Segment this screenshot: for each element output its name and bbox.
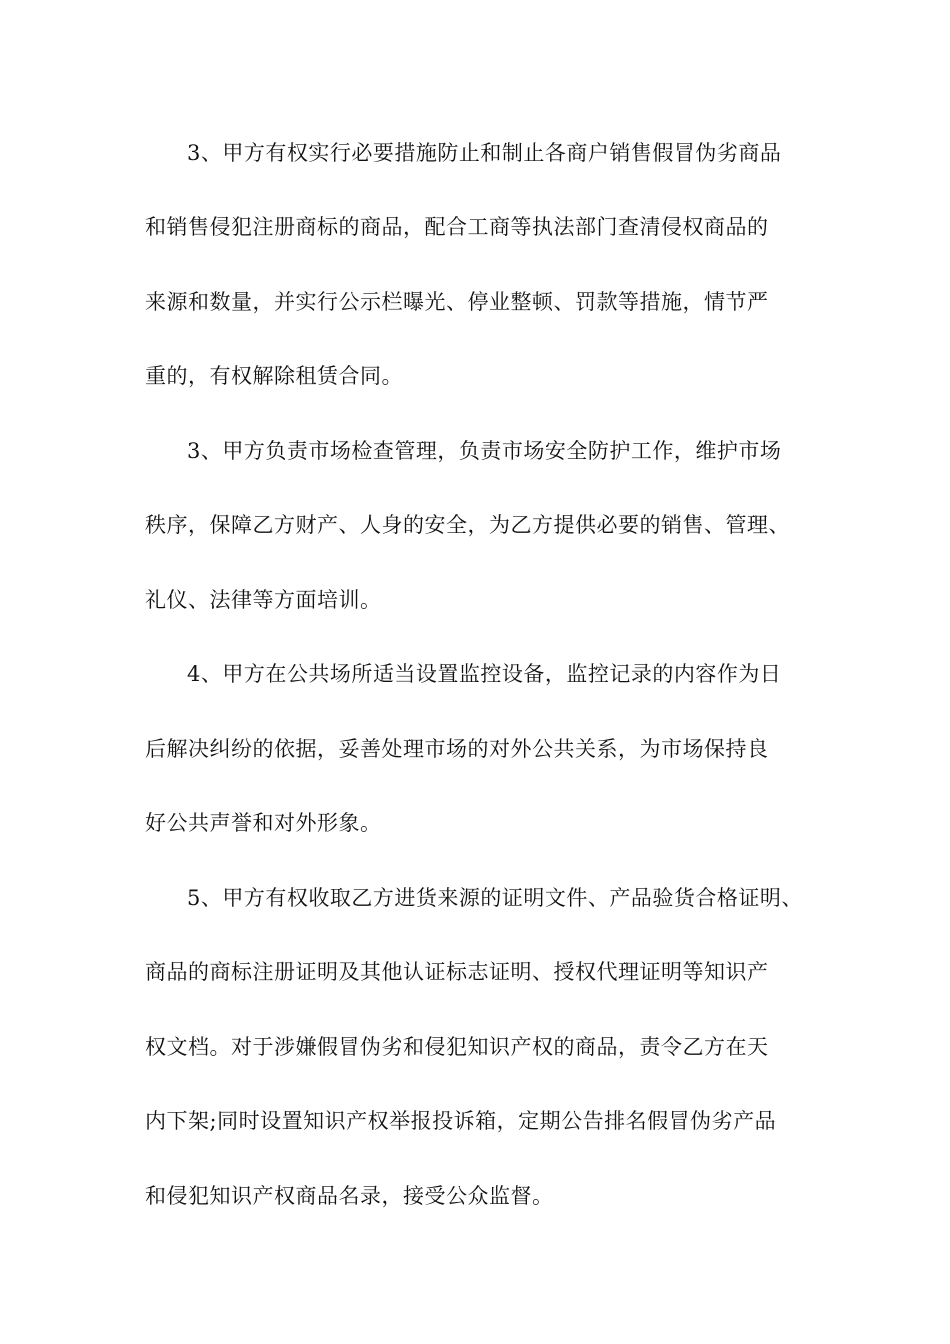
paragraph-2-line-2: 秩序，保障乙方财产、人身的安全，为乙方提供必要的销售、管理、 [145,513,790,537]
paragraph-4-line-2: 商品的商标注册证明及其他认证标志证明、授权代理证明等知识产 [145,960,769,984]
paragraph-4-line-4: 内下架;同时设置知识产权举报投诉箱，定期公告排名假冒伪劣产品 [145,1109,777,1133]
paragraph-4-line-5: 和侵犯知识产权商品名录，接受公众监督。 [145,1184,554,1208]
paragraph-3-line-2: 后解决纠纷的依据，妥善处理市场的对外公共关系，为市场保持良 [145,737,769,761]
paragraph-1-line-4: 重的，有权解除租赁合同。 [145,364,403,388]
paragraph-4-line-1: 5、甲方有权收取乙方进货来源的证明文件、产品验货合格证明、 [187,886,803,910]
paragraph-2-line-3: 礼仪、法律等方面培训。 [145,588,382,612]
paragraph-1-line-2: 和销售侵犯注册商标的商品，配合工商等执法部门查清侵权商品的 [145,215,769,239]
paragraph-2-line-1: 3、甲方负责市场检查管理，负责市场安全防护工作，维护市场 [187,439,782,463]
paragraph-4-line-3: 权文档。对于涉嫌假冒伪劣和侵犯知识产权的商品，责令乙方在天 [145,1035,769,1059]
paragraph-3-line-1: 4、甲方在公共场所适当设置监控设备，监控记录的内容作为日 [187,662,782,686]
paragraph-3-line-3: 好公共声誉和对外形象。 [145,811,382,835]
paragraph-1-line-3: 来源和数量，并实行公示栏曝光、停业整顿、罚款等措施，情节严 [145,290,769,314]
paragraph-1-line-1: 3、甲方有权实行必要措施防止和制止各商户销售假冒伪劣商品 [187,141,782,165]
